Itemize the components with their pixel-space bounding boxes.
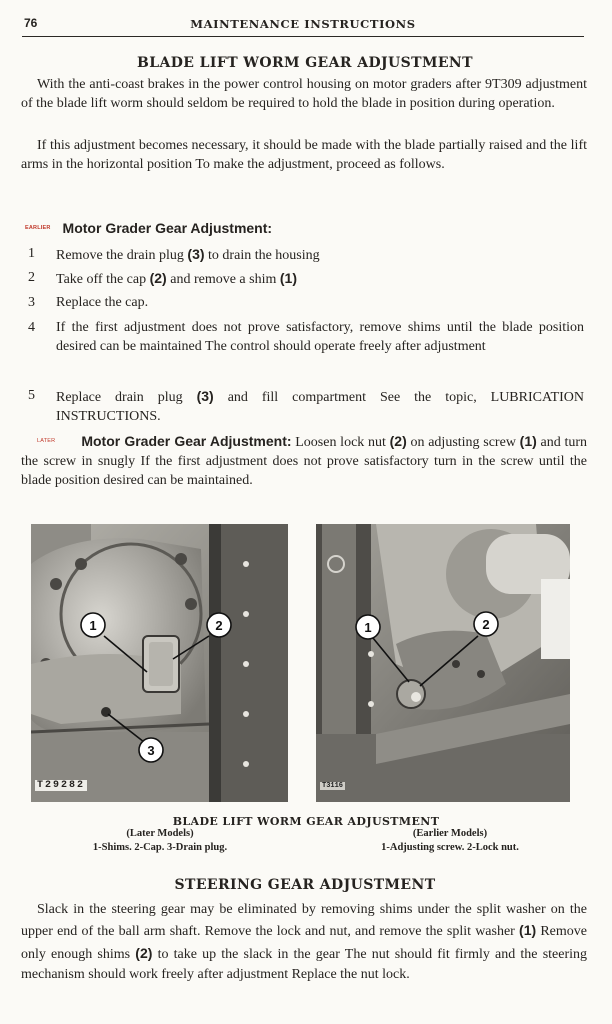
- later-text: and turn the screw in snugly If the first adjustment does not prove satisfactory turn in the screw until the blade position desired can be maintained.: [21, 435, 587, 489]
- page-header: [22, 14, 584, 37]
- step-text: Replace drain plug: [56, 390, 197, 405]
- steering-text: Slack in the steering gear may be eliminated by removing shims under the split washer on the upper end of the ball arm shaft. Remove the lock and nut, and remove the split washer: [21, 902, 587, 940]
- step-text: and fill compartment See the topic, LUBRICATION INSTRUCTIONS.: [56, 390, 584, 424]
- right-photo: [316, 524, 570, 802]
- step-text: Take off the cap: [56, 272, 150, 287]
- callout-1: [356, 615, 380, 639]
- step-1: [28, 245, 584, 266]
- step-text: If the first adjustment does not prove satisfactory, remove shims until the blade position desired can be maintained The control should operate freely after adjustment: [56, 320, 584, 354]
- steering-paragraph: [21, 900, 587, 986]
- part-ref: (1): [519, 433, 537, 449]
- left-photo: [31, 524, 288, 802]
- part-ref: (1): [519, 922, 537, 939]
- left-photo-id: T29282: [37, 780, 86, 791]
- step-text: Remove the drain plug: [56, 248, 188, 263]
- callout-label: 3: [147, 743, 155, 758]
- part-ref: (2): [135, 944, 153, 961]
- step-number: 5: [28, 388, 35, 403]
- step-number: 4: [28, 320, 35, 335]
- page-number: 76: [24, 16, 38, 30]
- step-text: to drain the housing: [204, 248, 320, 263]
- callout-2: [474, 612, 498, 636]
- step-3: [28, 294, 584, 313]
- earlier-heading: Motor Grader Gear Adjustment:: [62, 220, 273, 236]
- later-text: Loosen lock nut: [291, 435, 390, 450]
- blade-section-title: BLADE LIFT WORM GEAR ADJUSTMENT: [137, 55, 473, 71]
- later-heading: Motor Grader Gear Adjustment:: [81, 433, 292, 449]
- step-2: [28, 269, 584, 290]
- step-number: 2: [28, 270, 35, 285]
- callout-label: 1: [364, 620, 372, 635]
- step-5: [28, 387, 584, 426]
- callout-2: [207, 613, 231, 637]
- earlier-subheading: [25, 220, 585, 236]
- later-text: on adjusting screw: [406, 435, 520, 450]
- callout-3: [139, 738, 163, 762]
- part-ref: (3): [196, 388, 214, 404]
- left-caption-line1: (Later Models): [126, 828, 194, 839]
- part-ref: (3): [187, 246, 205, 262]
- figure-caption-title: BLADE LIFT WORM GEAR ADJUSTMENT: [172, 815, 440, 828]
- later-paragraph: [21, 432, 587, 491]
- step-number: 3: [28, 295, 35, 310]
- right-caption-line1: (Earlier Models): [412, 828, 488, 839]
- earlier-badge: EARLIER: [25, 225, 51, 231]
- later-badge: LATER: [37, 438, 56, 444]
- part-ref: (2): [389, 433, 407, 449]
- step-number: 1: [28, 246, 35, 261]
- callout-label: 1: [89, 618, 97, 633]
- part-ref: (2): [149, 270, 167, 286]
- right-photo-image: [316, 524, 570, 802]
- steering-section-title: STEERING GEAR ADJUSTMENT: [174, 877, 436, 893]
- step-4: [28, 319, 584, 356]
- blade-procedure-paragraph: If this adjustment becomes necessary, it should be made with the blade partially raised and the lift arms in the horizontal position To make the adjustment, proceed as follows.: [21, 138, 587, 173]
- running-head: MAINTENANCE INSTRUCTIONS: [190, 17, 416, 31]
- right-caption-line2: 1-Adjusting screw. 2-Lock nut.: [381, 842, 519, 853]
- blade-intro-paragraph: With the anti-coast brakes in the power control housing on motor graders after 9T309 adjustment of the blade lift worm should seldom be required to hold the blade in position during operation.: [21, 77, 587, 112]
- steering-text: Remove only enough shims: [21, 924, 587, 962]
- steering-text: to take up the slack in the gear The nut should fit firmly and the steering mechanism should work freely after adjustment Replace the nut lock.: [21, 946, 588, 983]
- callout-1: [81, 613, 105, 637]
- callout-label: 2: [482, 617, 490, 632]
- step-text: and remove a shim: [166, 272, 280, 287]
- step-text: Replace the cap.: [56, 295, 149, 310]
- left-photo-image: [31, 524, 288, 802]
- part-ref: (1): [279, 270, 297, 286]
- right-photo-id: T3116: [322, 782, 344, 790]
- left-caption-line2: 1-Shims. 2-Cap. 3-Drain plug.: [92, 842, 228, 853]
- callout-label: 2: [215, 618, 223, 633]
